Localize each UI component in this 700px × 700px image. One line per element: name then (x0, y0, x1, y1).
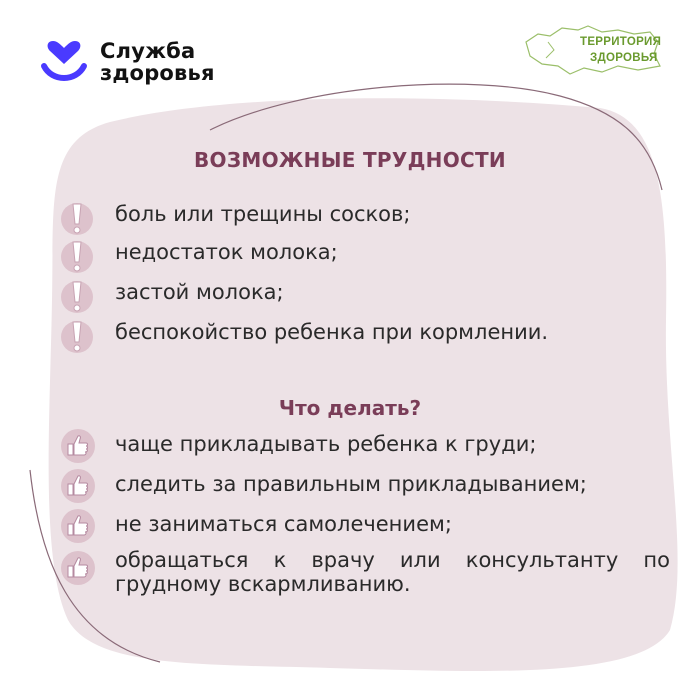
thumbs-up-icon (60, 550, 96, 586)
logo-right-line2: ЗДОРОВЬЯ (590, 52, 658, 64)
difficulty-label: застой молока; (115, 280, 284, 304)
difficulty-label: боль или трещины сосков; (115, 202, 411, 226)
logo-right-line1: ТЕРРИТОРИЯ (580, 36, 662, 48)
logo-line1: Служба (100, 39, 196, 63)
difficulty-label: беспокойство ребенка при кормлении. (115, 320, 549, 344)
thumbs-up-icon (60, 468, 96, 504)
action-label: не заниматься самолечением; (115, 512, 452, 536)
heart-smile-icon (38, 38, 90, 84)
thumbs-up-icon (60, 428, 96, 464)
action-label: обращаться к врачу или консультанту по грудному вскармливанию. (115, 548, 670, 596)
sluzhba-zdorovya-logo (38, 38, 258, 88)
actions-title: Что делать? (278, 396, 422, 420)
exclamation-icon (60, 276, 94, 316)
difficulty-label: недостаток молока; (115, 240, 338, 264)
difficulty-item (60, 236, 680, 272)
exclamation-icon (60, 198, 94, 238)
territoriya-zdorovya-logo (518, 20, 668, 90)
thumbs-up-icon (60, 508, 96, 544)
difficulty-item (60, 316, 680, 352)
difficulties-title: ВОЗМОЖНЫЕ ТРУДНОСТИ (194, 148, 506, 172)
difficulty-item (60, 198, 680, 234)
action-label: чаще прикладывать ребенка к груди; (115, 432, 537, 456)
action-item (60, 508, 680, 544)
logo-line2: здоровья (100, 61, 215, 85)
action-item (60, 428, 680, 464)
exclamation-icon (60, 236, 94, 276)
action-label: следить за правильным прикладыванием; (115, 472, 587, 496)
action-item (60, 550, 680, 606)
difficulty-item (60, 276, 680, 312)
exclamation-icon (60, 316, 94, 356)
action-item (60, 468, 680, 504)
